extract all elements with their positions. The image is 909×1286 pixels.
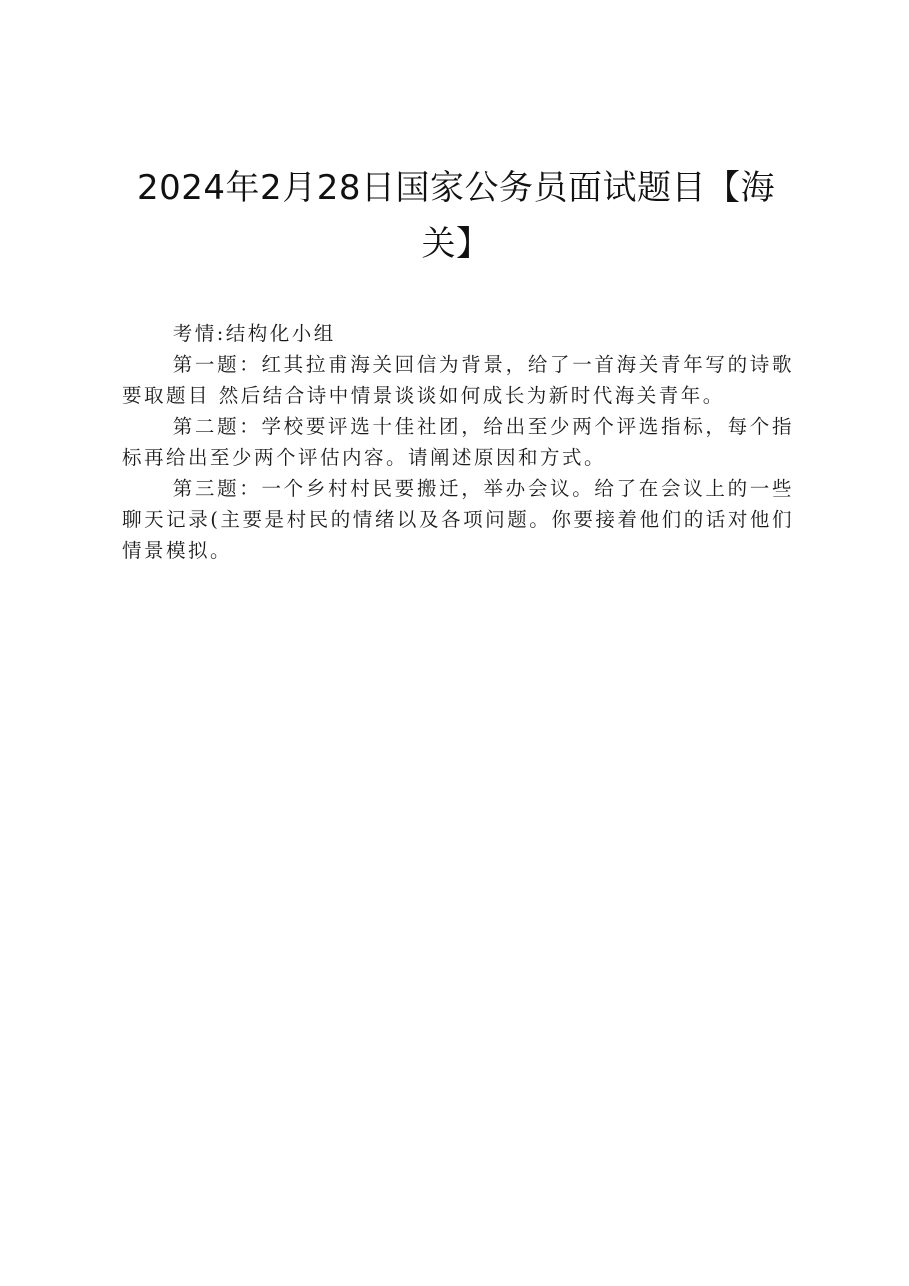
document-body [122, 318, 794, 566]
question-2-paragraph: 第二题：学校要评选十佳社团，给出至少两个评选指标，每个指标再给出至少两个评估内容。请阐述原因和方式。 [122, 415, 794, 469]
exam-info-paragraph: 考情:结构化小组 [172, 322, 336, 345]
question-3-paragraph: 第三题：一个乡村村民要搬迁，举办会议。给了在会议上的一些聊天记录(主要是村民的情绪以及各项问题。你要接着他们的话对他们情景模拟。 [122, 477, 794, 562]
question-1-paragraph: 第一题：红其拉甫海关回信为背景，给了一首海关青年写的诗歌 要取题目 然后结合诗中情景谈谈如何成长为新时代海关青年。 [122, 353, 794, 407]
document-title: 2024年2月28日国家公务员面试题目【海关】 [137, 168, 775, 264]
